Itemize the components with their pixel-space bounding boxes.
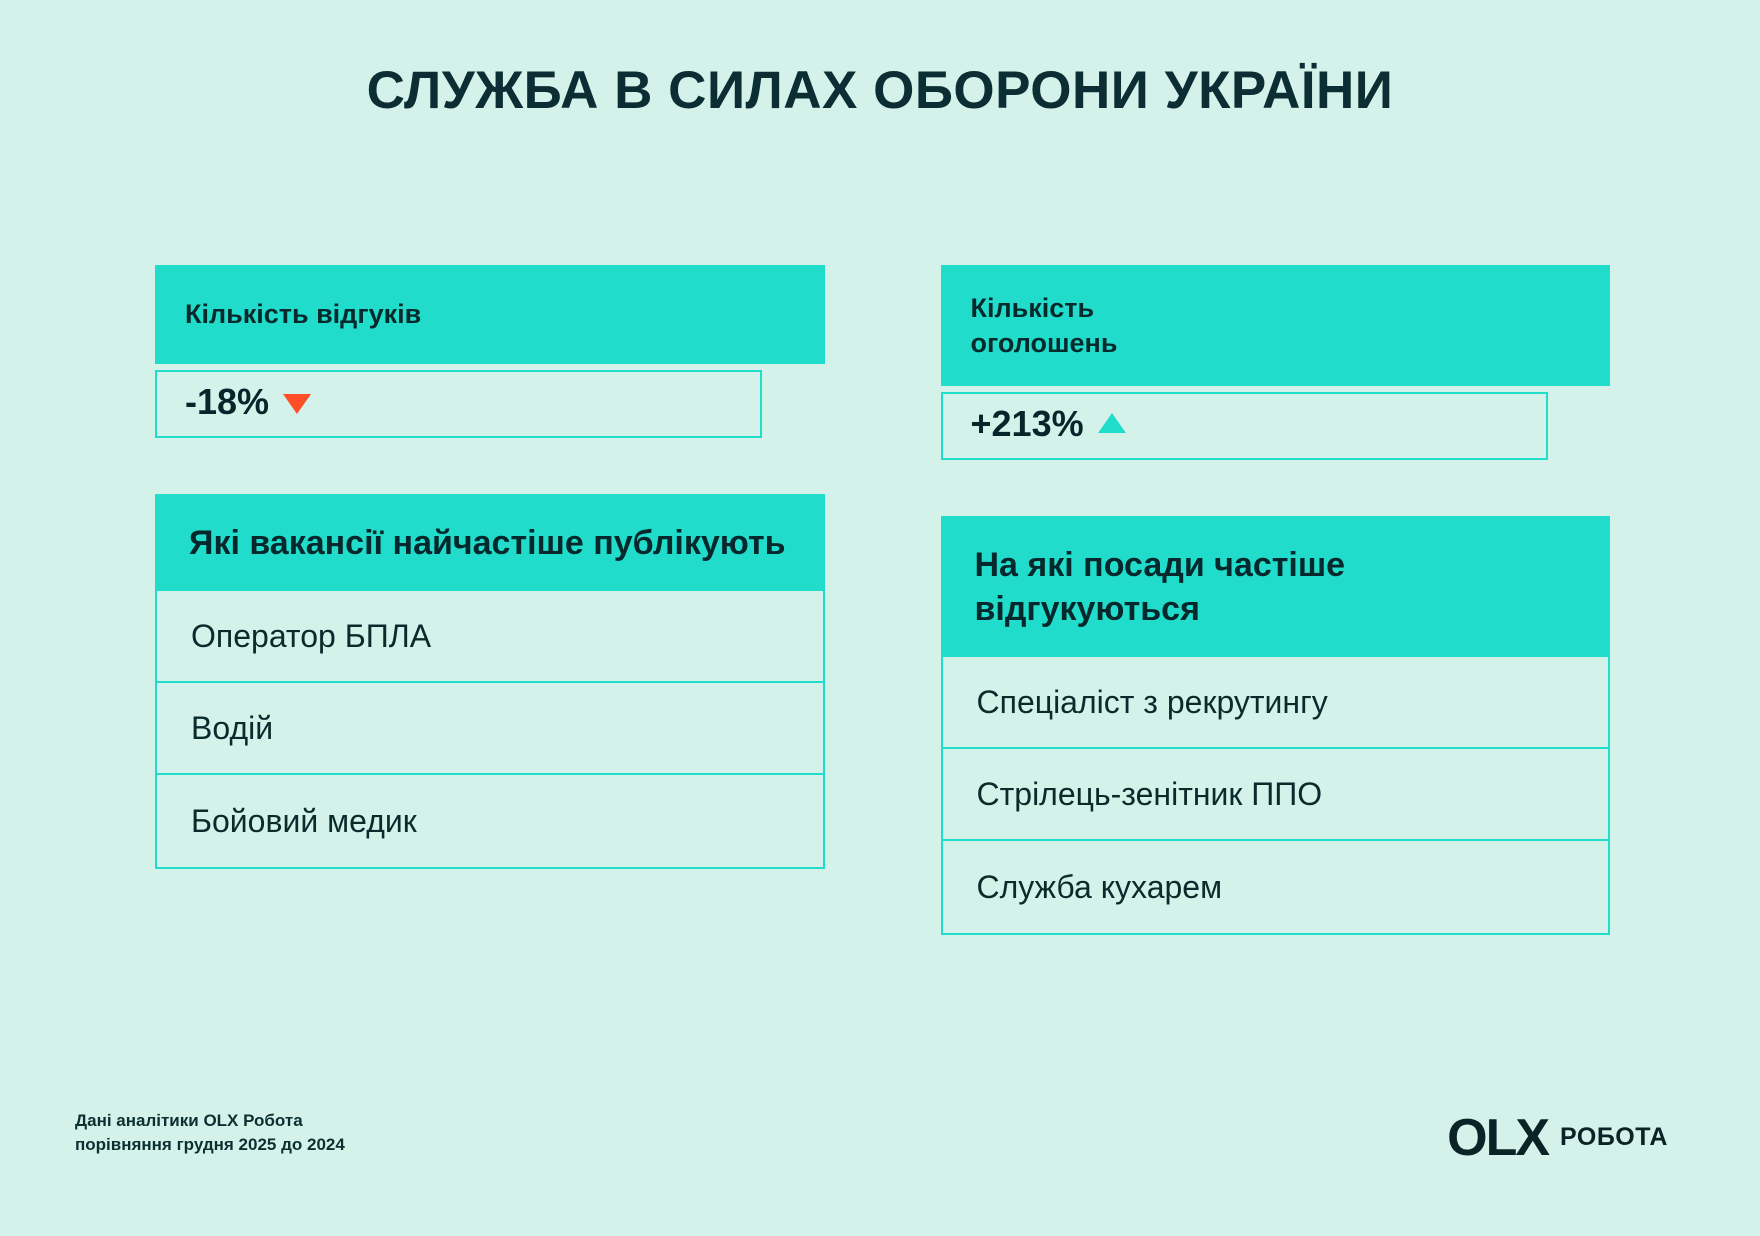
content-columns bbox=[155, 265, 1610, 935]
list-header-popular-positions bbox=[941, 516, 1611, 657]
stat-label-listings-header bbox=[941, 265, 1611, 386]
stat-label-listings: Кількість оголошень bbox=[970, 293, 1118, 358]
list-item: Бойовий медик bbox=[191, 802, 417, 839]
arrow-up-icon bbox=[1098, 413, 1126, 433]
arrow-down-icon bbox=[283, 394, 311, 414]
list-item: Водій bbox=[157, 683, 823, 775]
stat-label-responses: Кількість відгуків bbox=[185, 299, 422, 329]
stat-number-responses: -18% bbox=[185, 380, 270, 422]
stat-label-responses-header bbox=[155, 265, 825, 364]
list-item: Стрілець-зенітник ППО bbox=[943, 749, 1609, 841]
list-header-published-vacancies bbox=[155, 494, 825, 592]
footer-source-line-2: порівняння грудня 2025 до 2024 bbox=[75, 1135, 345, 1155]
stat-value-listings bbox=[941, 392, 1548, 460]
stat-card-listings bbox=[941, 265, 1611, 460]
stat-number-listings: +213% bbox=[970, 403, 1084, 445]
footer-source-note bbox=[75, 1109, 345, 1158]
page-title: СЛУЖБА В СИЛАХ ОБОРОНИ УКРАЇНИ bbox=[366, 61, 1394, 120]
stat-value-row-responses bbox=[155, 370, 825, 438]
right-column bbox=[941, 265, 1611, 935]
list-card-published-vacancies bbox=[155, 494, 825, 870]
left-column bbox=[155, 265, 825, 935]
footer-source-line-1: Дані аналітики OLX Робота bbox=[75, 1110, 303, 1130]
olx-robota-logo bbox=[1447, 1109, 1668, 1167]
list-title-popular-positions: На які посади частіше відгукуються bbox=[974, 546, 1346, 628]
list-card-popular-positions bbox=[941, 516, 1611, 935]
stat-card-responses bbox=[155, 265, 825, 438]
list-item: Служба кухарем bbox=[976, 868, 1223, 905]
list-rows-popular-positions bbox=[941, 657, 1611, 935]
stat-value-responses bbox=[155, 370, 762, 438]
stat-value-row-listings bbox=[941, 392, 1611, 460]
list-rows-published-vacancies bbox=[155, 591, 825, 869]
robota-logo-text: РОБОТА bbox=[1560, 1122, 1668, 1151]
list-item: Оператор БПЛА bbox=[157, 591, 823, 683]
olx-logo-text: OLX bbox=[1447, 1109, 1549, 1167]
list-title-published-vacancies: Які вакансії найчастіше публікують bbox=[189, 523, 786, 562]
list-item: Спеціаліст з рекрутингу bbox=[943, 657, 1609, 749]
